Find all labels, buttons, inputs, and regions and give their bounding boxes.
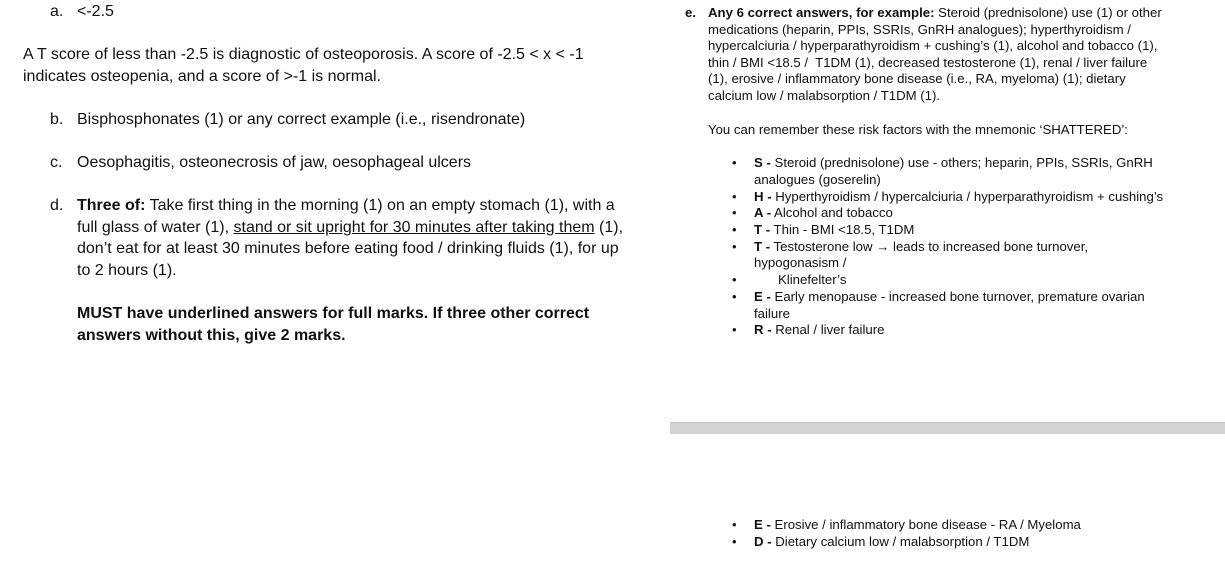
item-d-line2: full glass of water (1), stand or sit upright for 30 minutes after taking them (1),: [77, 218, 624, 236]
item-c-text: Oesophagitis, osteonecrosis of jaw, oesophageal ulcers: [77, 154, 472, 171]
bullet-icon: •: [732, 221, 737, 237]
item-e-line2: medications (heparin, PPIs, SSRIs, GnRH analogues); hyperthyroidism /: [708, 21, 1131, 37]
item-b-label: b.: [50, 111, 64, 128]
item-e-bold: Any 6 correct answers, for example:: [708, 5, 935, 20]
marking-note-line1: MUST have underlined answers for full marks. If three other correct: [77, 305, 590, 322]
item-a-label: a.: [50, 3, 64, 20]
item-d-line4: to 2 hours (1).: [77, 261, 177, 279]
t-score-paragraph-line1: A T score of less than -2.5 is diagnostic of osteoporosis. A score of -2.5 < x < -1: [23, 46, 584, 63]
mnemonic-intro: You can remember these risk factors with the mnemonic ‘SHATTERED’:: [708, 122, 1128, 137]
list-item: T - Testosterone low → leads to increased bone turnover,: [754, 238, 1089, 254]
bullet-icon: •: [732, 516, 737, 532]
list-item: Klinefelter’s: [778, 272, 847, 287]
marking-note-line2: answers without this, give 2 marks.: [77, 326, 346, 344]
bullet-icon: •: [732, 205, 737, 220]
list-item: R - Renal / liver failure: [754, 322, 885, 337]
item-d-line1: Three of: Take first thing in the morning (1) on an empty stomach (1), with a: [77, 197, 615, 214]
item-e-line3: hypercalciuria / hyperparathyroidism + cushing’s (1), alcohol and tobacco (1),: [708, 38, 1158, 54]
list-item: T - Thin - BMI <18.5, T1DM: [754, 221, 915, 237]
bullet-icon: •: [732, 188, 737, 204]
item-d-label: d.: [50, 197, 64, 214]
underlined-answer: stand or sit upright for 30 minutes after taking them: [233, 218, 595, 236]
bullet-icon: •: [732, 533, 737, 549]
list-item-cont: hypogonasism /: [754, 255, 847, 270]
bullet-icon: •: [732, 238, 737, 254]
item-e-line6: calcium low / malabsorption / T1DM (1).: [708, 88, 941, 103]
bullet-icon: •: [732, 155, 737, 170]
item-e-line1: Any 6 correct answers, for example: Steroid (prednisolone) use (1) or other: [708, 5, 1162, 20]
list-item: A - Alcohol and tobacco: [754, 205, 893, 220]
page-break-divider: [670, 422, 1225, 434]
item-a-text: <-2.5: [77, 3, 114, 20]
list-item: H - Hyperthyroidism / hypercalciuria / hyperparathyroidism + cushing’s: [754, 188, 1164, 204]
item-c-label: c.: [50, 154, 63, 171]
list-item: E - Erosive / inflammatory bone disease - RA / Myeloma: [754, 516, 1081, 532]
item-b-text: Bisphosphonates (1) or any correct example (i.e., risendronate): [77, 111, 526, 128]
list-item: E - Early menopause - increased bone turnover, premature ovarian: [754, 289, 1145, 304]
item-e-label: e.: [685, 5, 696, 20]
t-score-paragraph-line2: indicates osteopenia, and a score of >-1 is normal.: [23, 68, 381, 85]
bullet-icon: •: [732, 289, 737, 304]
right-column: [670, 0, 1225, 568]
list-item: D - Dietary calcium low / malabsorption / T1DM: [754, 533, 1030, 549]
item-d-bold: Three of:: [77, 197, 146, 214]
item-e-line5: (1), erosive / inflammatory bone disease (i.e., RA, myeloma) (1); dietary: [708, 71, 1126, 87]
item-d-line3: don’t eat for at least 30 minutes before eating food / drinking fluids (1), for up: [77, 240, 619, 257]
item-e-line4: thin / BMI <18.5 / T1DM (1), decreased testosterone (1), renal / liver failure: [708, 54, 1148, 70]
bullet-icon: •: [732, 322, 737, 337]
list-item-cont: failure: [754, 305, 790, 321]
list-item: S - Steroid (prednisolone) use - others; heparin, PPIs, SSRIs, GnRH: [754, 155, 1153, 170]
list-item-cont: analogues (goserelin): [754, 171, 881, 187]
bullet-icon: •: [732, 272, 737, 287]
